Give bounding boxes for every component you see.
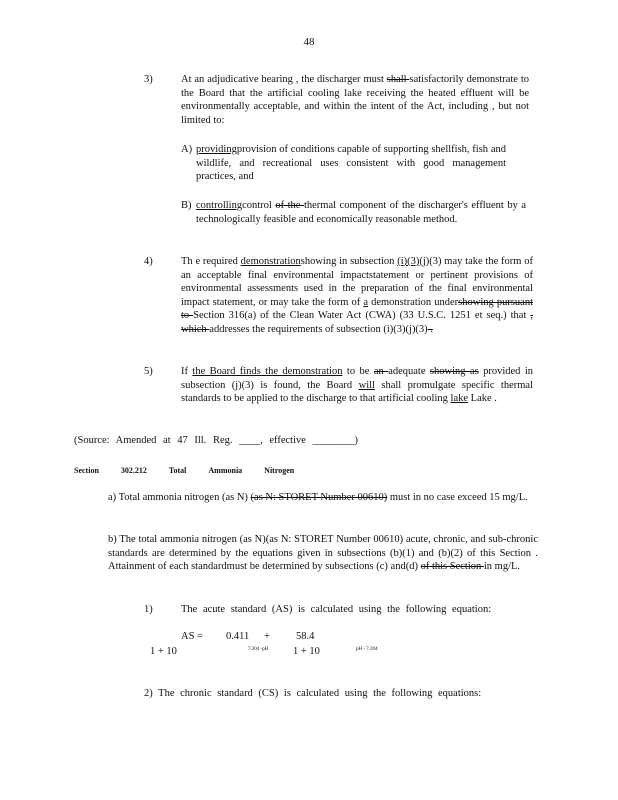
section-title-3: Nitrogen xyxy=(264,466,295,475)
page-number: 48 xyxy=(303,36,315,48)
item-3b-control: control xyxy=(242,200,276,211)
item-5-u1: the Board finds the demonstration xyxy=(192,366,343,377)
item-5-u2: will xyxy=(358,379,375,391)
item-3a-providing: providing xyxy=(196,144,237,155)
equation-lhs: AS = xyxy=(181,631,203,642)
item-4-s1: showing pursuant to xyxy=(181,296,533,322)
para-b-strike: of this Section xyxy=(420,561,484,573)
item-b1-text: The acute standard (AS) is calculated using the following equation: xyxy=(181,604,492,615)
section-label: Section xyxy=(74,466,99,475)
item-b1-number: 1) xyxy=(144,604,153,615)
item-4-t3: (j)(3) may take the form of an acceptable final environmental impactstatement or pertinent provisions of environmental assessments used in the preparation of the final environmental impact statement, or may take the form of xyxy=(181,256,533,308)
item-4-t2: in subsection xyxy=(336,256,398,267)
item-4-s3: . xyxy=(427,323,433,335)
section-number: 302.212 xyxy=(120,466,147,475)
item-5-number: 5) xyxy=(144,366,153,377)
item-3a-label: A) xyxy=(181,144,193,155)
item-3b-rest: thermal component of the discharger's effluent by a technologically feasible and economically reasonable method. xyxy=(196,200,526,225)
equation-plus: + xyxy=(264,631,270,642)
item-4-number: 4) xyxy=(144,256,153,267)
section-heading xyxy=(74,464,316,478)
item-5-t1: If xyxy=(181,366,193,377)
item-3-text-a: At an adjudicative hearing , the discharger must xyxy=(181,74,387,85)
item-4-t1: Th e required xyxy=(181,256,241,267)
item-3b-text xyxy=(196,199,526,226)
item-5-t6: Lake . xyxy=(468,393,497,405)
item-5-text xyxy=(181,365,533,406)
equation-exponent-2: pH - 7.204 xyxy=(356,647,378,652)
para-b-t2: (as N: STORET Number 00610) acute, chronic, and sub-chronic standards are determined by the equations given in subsections (b)(1) and (b)(2) of this Section . Attainment of each standardmust be determined by subsections (c) and(d) xyxy=(108,534,538,573)
para-b-t1: b) The total ammonia nitrogen (as N) xyxy=(108,534,266,545)
section-title-1: Total xyxy=(168,466,187,475)
item-4-t5: Section 316(a) of the Clean Water Act (CWA) (33 U.S.C. 1251 et seq.) that xyxy=(193,310,531,322)
item-3a-text xyxy=(196,143,506,184)
item-4-u2: showing xyxy=(300,256,337,267)
item-5-t4: provided in subsection (j)(3) is found, the Board xyxy=(181,366,534,391)
item-4-u1: demonstration xyxy=(240,256,301,267)
item-3-text xyxy=(181,73,529,127)
item-4-t6: addresses the requirements of subsection (i)(3)(j)(3) xyxy=(209,323,428,335)
source-note: (Source: Amended at 47 Ill. Reg. ____, effective ________) xyxy=(74,435,359,446)
equation-exponent-1: 7.204 -pH xyxy=(248,647,269,652)
item-4-u3: (i)(3) xyxy=(397,256,420,267)
para-a-strike: (as N: STORET Number 00610) xyxy=(250,492,388,503)
item-b2-text: 2) The chronic standard (CS) is calculated using the following equations: xyxy=(144,688,482,699)
item-4-text xyxy=(181,255,533,337)
para-b-t3: in mg/L. xyxy=(483,561,521,573)
item-3-number: 3) xyxy=(144,74,153,85)
equation-numerator-2: 58.4 xyxy=(296,631,315,642)
section-title-2: Ammonia xyxy=(208,466,243,475)
para-a xyxy=(108,491,528,505)
item-3b-controlling: controlling xyxy=(196,200,243,211)
equation-numerator-1: 0.411 xyxy=(226,631,250,642)
para-b xyxy=(108,533,538,574)
item-5-t2: to be xyxy=(342,366,374,377)
item-3-text-b: satisfactorily demonstrate to the Board that the artificial cooling lake receiving the heated effluent will be environmentally acceptable, and within the intent of the Act, including , but not limited to: xyxy=(181,74,529,126)
para-a-t1: a) Total ammonia nitrogen (as N) xyxy=(108,492,251,503)
item-3b-strike: of the xyxy=(275,200,304,211)
item-5-t5: shall promulgate specific thermal standards to be applied to the discharge to that artificial cooling xyxy=(181,379,533,405)
item-4-s2: , which xyxy=(181,310,533,335)
item-5-t3: adequate xyxy=(388,366,430,377)
item-4-t4: demonstration under xyxy=(368,296,459,308)
equation-denominator-2: 1 + 10 xyxy=(293,646,320,657)
item-3-strike: shall xyxy=(386,74,410,85)
item-4-u4: a xyxy=(363,296,369,308)
item-3b-label: B) xyxy=(181,200,192,211)
item-5-s1: an xyxy=(373,366,389,377)
para-a-t2: must in no case exceed 15 mg/L. xyxy=(387,492,528,503)
equation-denominator-1: 1 + 10 xyxy=(150,646,177,657)
item-5-s2: showing as xyxy=(429,366,479,377)
item-3a-provision: provision of conditions capable of supporting shellfish, fish and wildlife, and recreational uses consistent with good management practices, and xyxy=(196,144,506,183)
item-5-u3: lake xyxy=(450,393,469,405)
